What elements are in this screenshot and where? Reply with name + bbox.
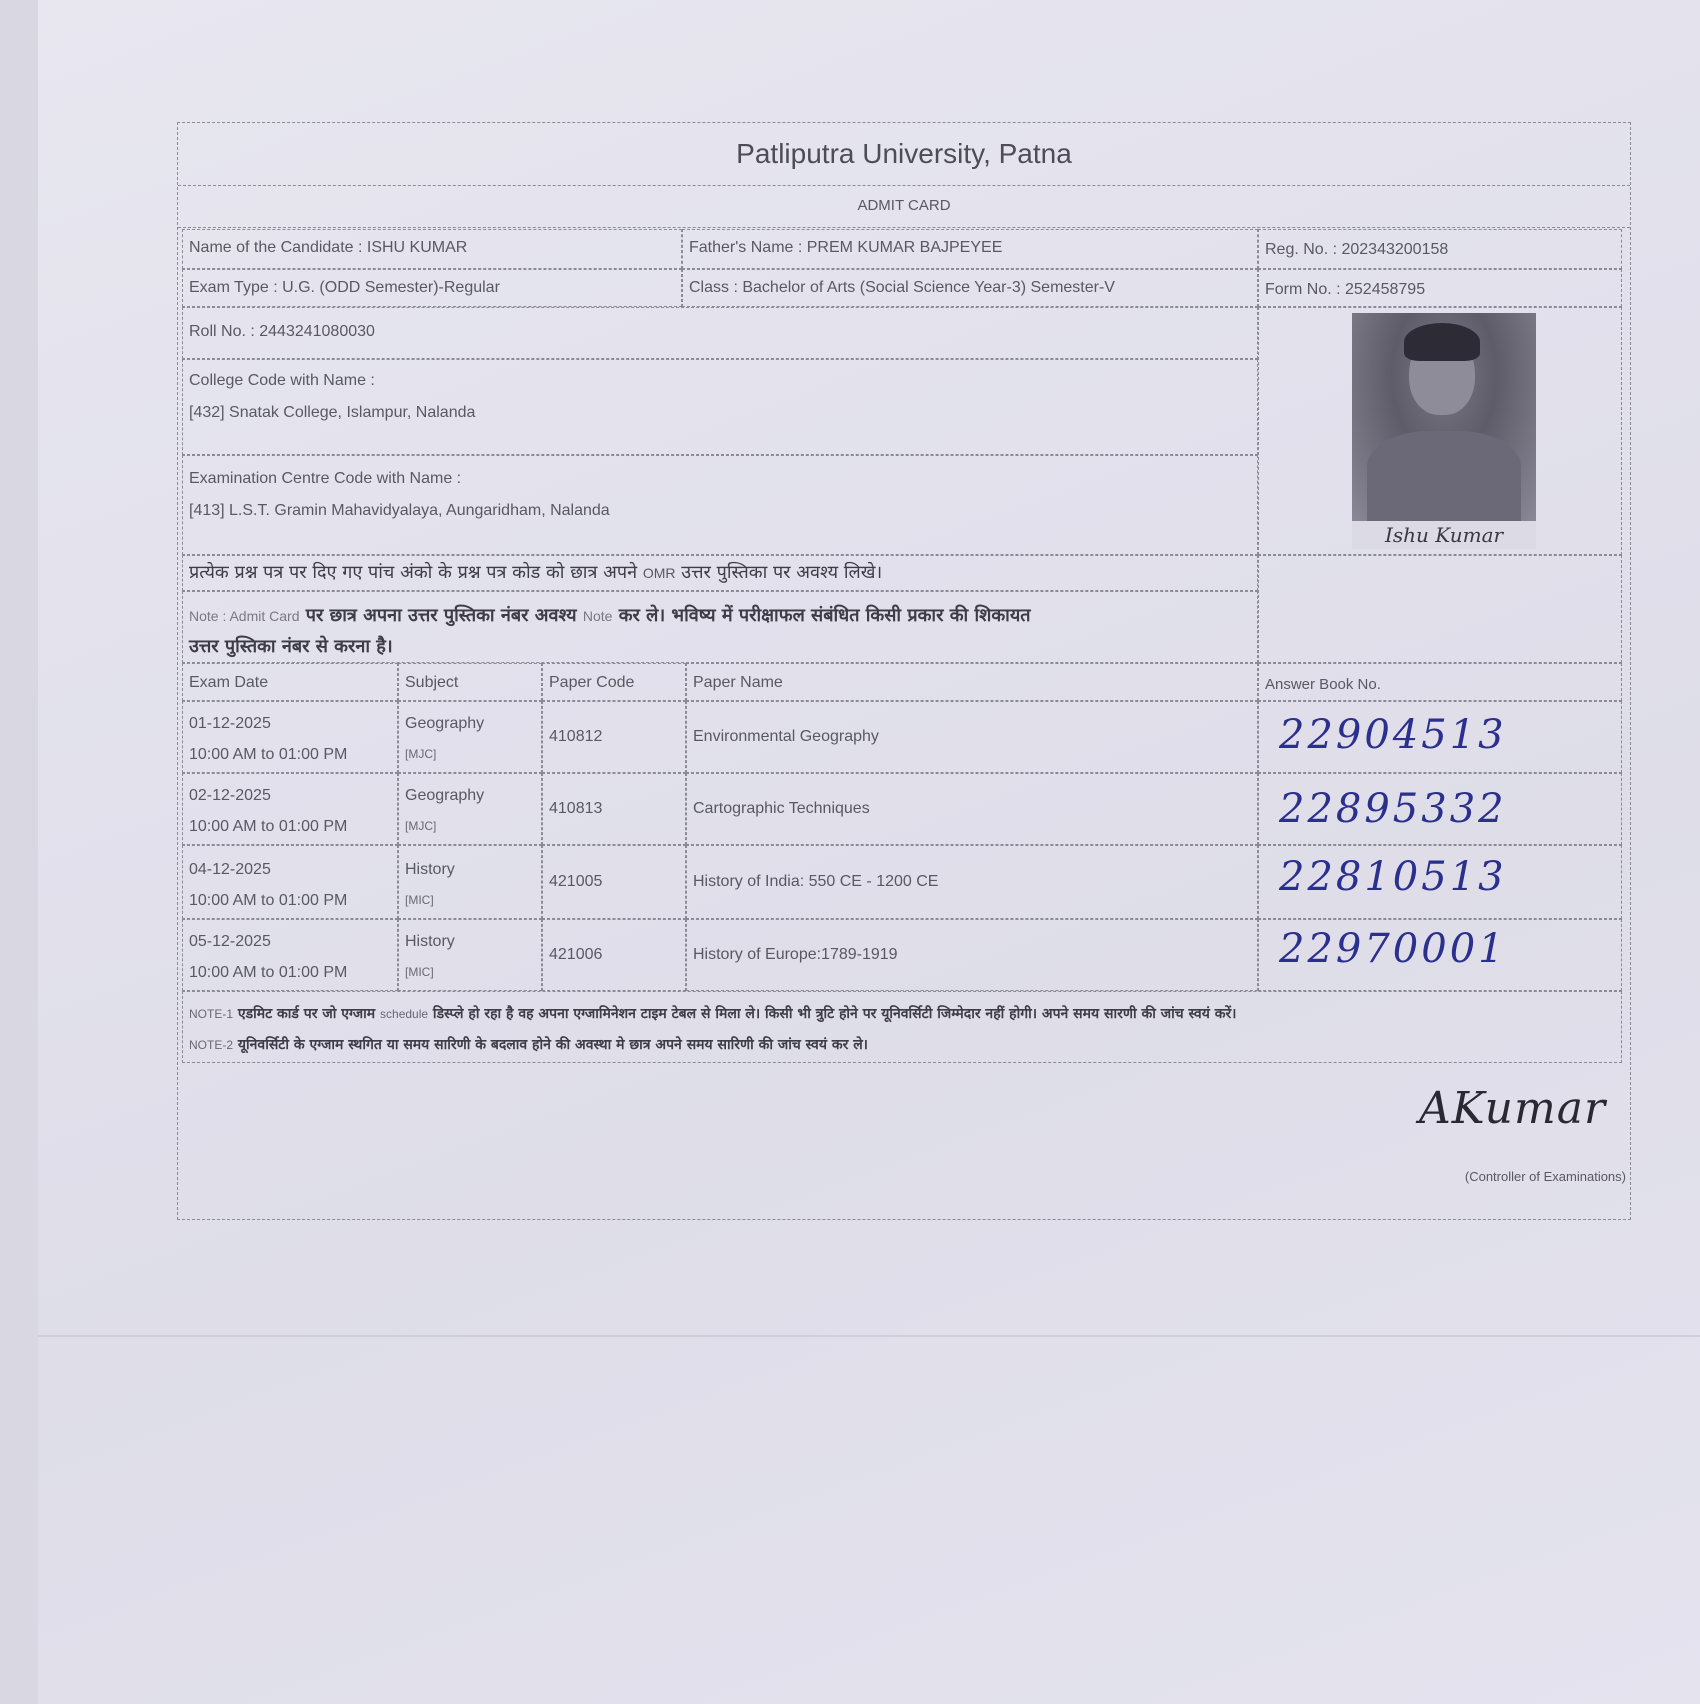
controller-signature: AKumar (1418, 1083, 1606, 1134)
subject-name: Geography (405, 715, 485, 732)
table-row-subject (398, 701, 542, 773)
answer-book-number: 22810513 (1279, 854, 1507, 900)
exam-date: 02-12-2025 (189, 787, 271, 804)
exam-time: 10:00 AM to 01:00 PM (189, 892, 348, 909)
note-1-text-a: एडमिट कार्ड पर जो एग्जाम (233, 1006, 381, 1022)
header-paper-name: Paper Name (686, 663, 1258, 701)
subject-type: [MJC] (405, 819, 437, 833)
photo-hair-shape (1404, 323, 1480, 361)
note-2-text: यूनिवर्सिटी के एग्जाम स्थगित या समय सारिणी के बदलाव होने की अवस्था मे छात्र अपने समय सारिणी की जांच स्वयं कर ले। (233, 1037, 868, 1053)
subject-type: [MIC] (405, 893, 434, 907)
college-label: College Code with Name : (189, 372, 375, 389)
table-row-subject (398, 919, 542, 991)
reg-no-cell (1258, 229, 1622, 269)
paper-code: 421005 (542, 845, 686, 919)
note-2 (189, 1029, 1615, 1060)
college-value: [432] Snatak College, Islampur, Nalanda (189, 404, 476, 421)
exam-type-cell (182, 269, 682, 307)
note-prefix: Note : Admit Card (189, 608, 300, 624)
note-text-b: पर छात्र अपना उत्तर पुस्तिका नंबर अवश्य (299, 605, 583, 626)
subject-type: [MIC] (405, 965, 434, 979)
instruction-omr: OMR (642, 565, 676, 581)
exam-time: 10:00 AM to 01:00 PM (189, 818, 348, 835)
paper-code: 421006 (542, 919, 686, 991)
paper-name: History of India: 550 CE - 1200 CE (686, 845, 1258, 919)
answer-book-number: 22904513 (1279, 712, 1507, 758)
paper-name: Cartographic Techniques (686, 773, 1258, 845)
admit-card (177, 122, 1631, 1220)
candidate-name-cell (182, 229, 682, 269)
table-row-date (182, 773, 398, 845)
photo-signature: Ishu Kumar (1352, 521, 1536, 549)
admit-card-title: ADMIT CARD (178, 185, 1630, 228)
table-row-date (182, 845, 398, 919)
controller-title: (Controller of Examinations) (1464, 1169, 1626, 1184)
note-2-label: NOTE-2 (189, 1038, 234, 1052)
exam-date: 05-12-2025 (189, 933, 271, 950)
note-cell (182, 591, 1258, 663)
exam-type: Exam Type : U.G. (ODD Semester)-Regular (189, 279, 500, 296)
subject-name: Geography (405, 787, 485, 804)
header-exam-date: Exam Date (182, 663, 398, 701)
note-1-label: NOTE-1 (189, 1007, 234, 1021)
note-text-d: कर ले। भविष्य में परीक्षाफल संबंधित किसी प्रकार की शिकायत (612, 605, 1031, 626)
table-row-date (182, 919, 398, 991)
notes-cell (182, 991, 1622, 1063)
subject-name: History (405, 933, 455, 950)
centre-label: Examination Centre Code with Name : (189, 470, 462, 487)
paper-sheet (38, 0, 1700, 1704)
table-row-date (182, 701, 398, 773)
note-1 (189, 998, 1615, 1029)
paper-code: 410813 (542, 773, 686, 845)
photo-body-shape (1367, 431, 1521, 521)
answer-book-number: 22895332 (1279, 786, 1507, 832)
instruction-line-cell (182, 555, 1258, 591)
father-name: Father's Name : PREM KUMAR BAJPEYEE (689, 239, 1003, 256)
reg-no: Reg. No. : 202343200158 (1265, 241, 1449, 258)
answer-book-number: 22970001 (1279, 926, 1507, 972)
centre-value: [413] L.S.T. Gramin Mahavidyalaya, Aungaridham, Nalanda (189, 502, 610, 519)
roll-no-cell (182, 307, 1258, 359)
header-answer-book: Answer Book No. (1258, 663, 1622, 701)
class-info: Class : Bachelor of Arts (Social Science Year-3) Semester-V (689, 279, 1115, 296)
father-name-cell (682, 229, 1258, 269)
class-cell (682, 269, 1258, 307)
candidate-name: Name of the Candidate : ISHU KUMAR (189, 239, 468, 256)
university-title: Patliputra University, Patna (178, 123, 1630, 186)
exam-time: 10:00 AM to 01:00 PM (189, 964, 348, 981)
subject-type: [MJC] (405, 747, 437, 761)
exam-date: 04-12-2025 (189, 861, 271, 878)
note-word: Note (582, 608, 613, 624)
roll-no: Roll No. : 2443241080030 (189, 323, 375, 340)
exam-time: 10:00 AM to 01:00 PM (189, 746, 348, 763)
centre-cell (182, 455, 1258, 555)
paper-code: 410812 (542, 701, 686, 773)
candidate-photo (1352, 313, 1536, 521)
header-paper-code: Paper Code (542, 663, 686, 701)
college-cell (182, 359, 1258, 455)
header-subject: Subject (398, 663, 542, 701)
table-row-subject (398, 845, 542, 919)
instruction-text-c: उत्तर पुस्तिका पर अवश्य लिखे। (675, 562, 883, 583)
paper-fold (38, 1335, 1700, 1337)
note-1-text-c: डिस्प्ले हो रहा है वह अपना एग्जामिनेशन टाइम टेबल से मिला ले। किसी भी त्रुटि होने पर यूनिवर्सिटी जिम्मेदार नहीं होगी। अपने समय सारणी की जांच स्वयं करें। (428, 1006, 1237, 1022)
answer-book-cell (1258, 919, 1622, 991)
answer-book-cell (1258, 773, 1622, 845)
answer-book-cell (1258, 701, 1622, 773)
instruction-side-cell (1258, 555, 1622, 663)
instruction-text-a: प्रत्येक प्रश्न पत्र पर दिए गए पांच अंको के प्रश्न पत्र कोड को छात्र अपने (189, 562, 643, 583)
answer-book-cell (1258, 845, 1622, 919)
subject-name: History (405, 861, 455, 878)
paper-name: Environmental Geography (686, 701, 1258, 773)
note-text-e: उत्तर पुस्तिका नंबर से करना है। (189, 636, 393, 657)
table-row-subject (398, 773, 542, 845)
form-no-cell (1258, 269, 1622, 307)
form-no: Form No. : 252458795 (1265, 281, 1426, 298)
note-1-schedule: schedule (380, 1007, 429, 1021)
exam-date: 01-12-2025 (189, 715, 271, 732)
paper-name: History of Europe:1789-1919 (686, 919, 1258, 991)
